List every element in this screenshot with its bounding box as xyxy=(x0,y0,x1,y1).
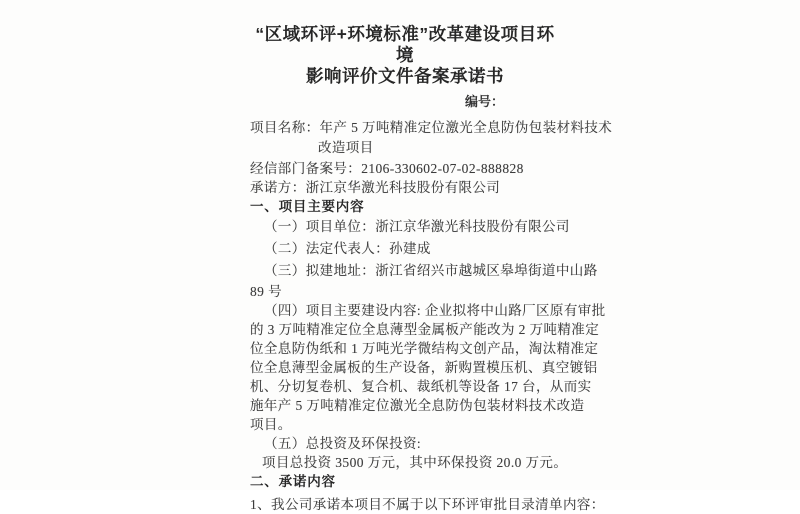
line-investment-heading: （五）总投资及环保投资: xyxy=(264,436,422,451)
section-heading-1: 一、项目主要内容 xyxy=(250,199,365,214)
line-project-unit: （一）项目单位：浙江京华激光科技股份有限公司 xyxy=(264,219,570,234)
line-project-name-cont: 改造项目 xyxy=(318,140,374,155)
line-construction-cont-6: 项目。 xyxy=(250,417,292,432)
line-legal-representative: （二）法定代表人：孙建成 xyxy=(264,241,431,256)
line-construction-cont-3: 位全息薄型金属板的生产设备，新购置模压机、真空镀铝 xyxy=(250,360,598,375)
line-filing-number: 经信部门备案号：2106-330602-07-02-888828 xyxy=(250,161,524,176)
line-proposed-address: （三）拟建地址：浙江省绍兴市越城区皋埠街道中山路 xyxy=(264,263,598,278)
line-investment-detail: 项目总投资 3500 万元，其中环保投资 20.0 万元。 xyxy=(262,455,568,470)
line-construction-cont-1: 的 3 万吨精准定位全息薄型金属板产能改为 2 万吨精准定 xyxy=(250,322,600,337)
line-address-cont: 89 号 xyxy=(250,284,282,299)
document-title xyxy=(250,24,560,87)
line-commitment-item-1: 1、我公司承诺本项目不属于以下环评审批目录清单内容： xyxy=(250,497,605,512)
line-construction-cont-2: 位全息防伪纸和 1 万吨光学微结构文创产品，淘汰精准定 xyxy=(250,341,599,356)
document-body xyxy=(250,118,613,514)
line-promisor: 承诺方：浙江京华激光科技股份有限公司 xyxy=(250,180,501,195)
line-project-name: 项目名称：年产 5 万吨精准定位激光全息防伪包装材料技术 xyxy=(250,120,613,135)
serial-number-label: 编号： xyxy=(465,94,505,109)
section-heading-2: 二、承诺内容 xyxy=(250,474,336,489)
document-title-line-1: “区域环评+环境标准”改革建设项目环境 xyxy=(255,24,555,65)
line-construction-cont-5: 施年产 5 万吨精准定位激光全息防伪包装材料技术改造 xyxy=(250,398,585,413)
line-construction-cont-4: 机、分切复卷机、复合机、裁纸机等设备 17 台，从而实 xyxy=(250,379,592,394)
line-construction-content: （四）项目主要建设内容: 企业拟将中山路厂区原有审批 xyxy=(264,303,606,318)
commitment-document xyxy=(250,24,613,514)
document-title-line-2: 影响评价文件备案承诺书 xyxy=(306,66,504,86)
